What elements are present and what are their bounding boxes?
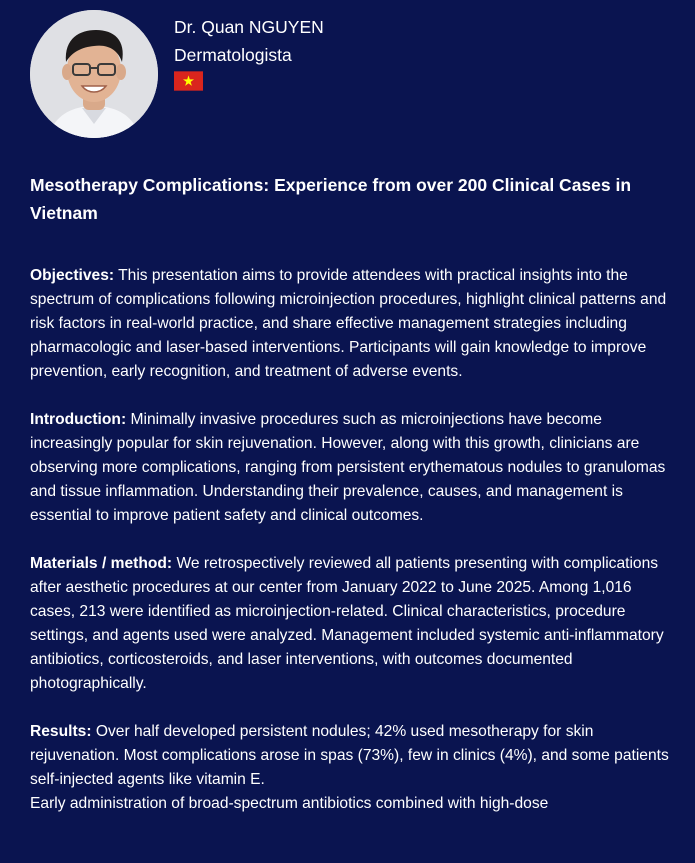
objectives-label: Objectives: bbox=[30, 267, 115, 284]
introduction-section bbox=[30, 408, 679, 528]
speaker-role: Dermatologista bbox=[174, 45, 292, 65]
materials-method-text: We retrospectively reviewed all patients presenting with complications after aesthetic procedures at our center from January 2022 to June 2025. Among 1,016 cases, 213 were identified as microinjection-related. Clinical characteristics, procedure settings, and agents used were analyzed. Management included systemic anti-inflammatory antibiotics, corticosteroids, and laser interventions, with outcomes documented photographically. bbox=[30, 555, 664, 692]
materials-method-section bbox=[30, 552, 679, 696]
speaker-name: Dr. Quan NGUYEN bbox=[174, 17, 324, 37]
speaker-avatar bbox=[30, 10, 158, 138]
materials-method-label: Materials / method: bbox=[30, 555, 173, 572]
objectives-text: This presentation aims to provide attendees with practical insights into the spectrum of complications following microinjection procedures, highlight clinical patterns and risk factors in real-world practice, and share effective management strategies including pharmacologic and laser-based interventions. Participants will gain knowledge to improve prevention, early recognition, and treatment of adverse events. bbox=[30, 267, 667, 380]
results-label: Results: bbox=[30, 723, 92, 740]
objectives-section bbox=[30, 264, 679, 384]
speaker-header bbox=[30, 0, 679, 140]
speaker-info bbox=[174, 13, 324, 91]
vietnam-flag-icon bbox=[174, 71, 203, 91]
results-continuation-text: Early administration of broad-spectrum antibiotics combined with high-dose bbox=[30, 795, 549, 812]
speaker-portrait-image bbox=[30, 10, 158, 138]
results-section bbox=[30, 720, 679, 792]
presentation-title: Mesotherapy Complications: Experience from over 200 Clinical Cases in Vietnam bbox=[30, 175, 632, 223]
results-text: Over half developed persistent nodules; 42% used mesotherapy for skin rejuvenation. Most complications arose in spas (73%), few in clinics (4%), and some patients self-injected agents like vitamin E. bbox=[30, 723, 669, 788]
introduction-label: Introduction: bbox=[30, 411, 127, 428]
introduction-text: Minimally invasive procedures such as microinjections have become increasingly popular for skin rejuvenation. However, along with this growth, clinicians are observing more complications, ranging from persistent erythematous nodules to granulomas and tissue inflammation. Understanding their prevalence, causes, and management is essential to improve patient safety and clinical outcomes. bbox=[30, 411, 666, 524]
